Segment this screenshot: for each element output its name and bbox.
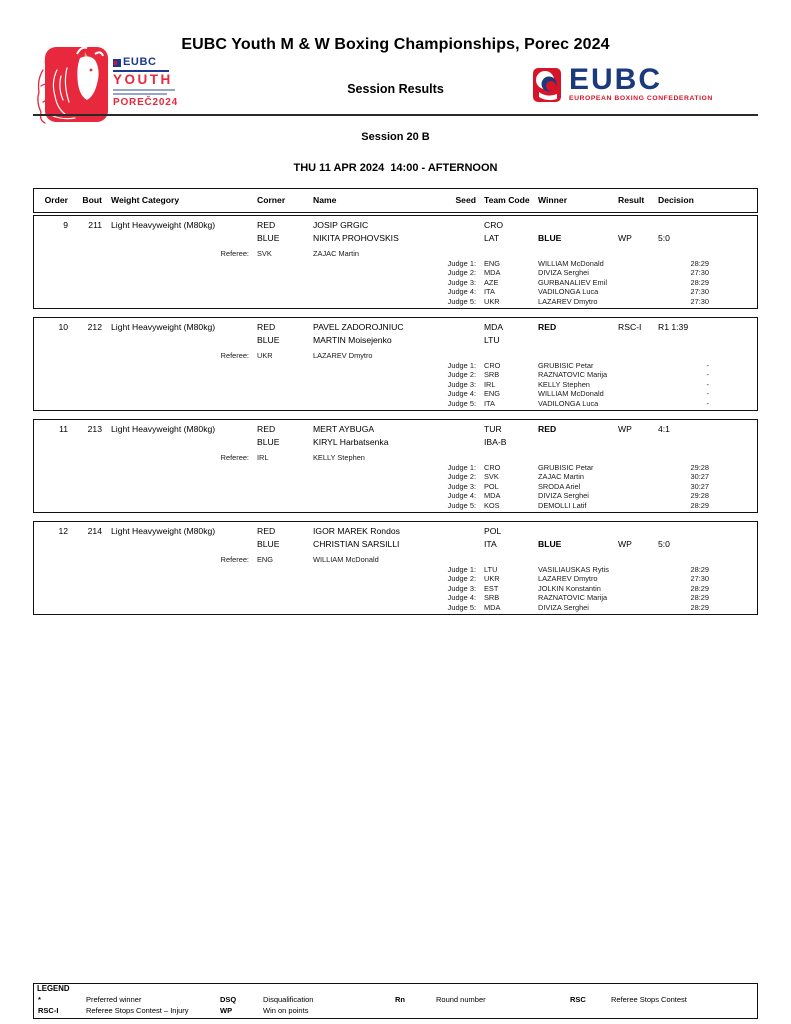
judge-country: KOS — [484, 500, 500, 510]
team-code-blue: IBA-B — [484, 436, 507, 447]
judge-country: SRB — [484, 593, 500, 603]
bout-block — [33, 419, 758, 513]
team-code-red: POL — [484, 526, 502, 536]
bout-order: 11 — [59, 424, 68, 434]
judge-country: ITA — [484, 398, 495, 408]
judge-score: 28:29 — [690, 593, 709, 603]
judge-name: ZAJAC Martin — [538, 472, 584, 482]
result-value: WP — [618, 424, 632, 434]
legend-term: Rn — [395, 995, 405, 1004]
result-value: WP — [618, 538, 632, 549]
result-value: RSC-I — [618, 322, 642, 332]
decision-value: R1 1:39 — [658, 322, 689, 332]
bout-number: 211 — [88, 220, 102, 230]
page-subtitle: Session Results — [347, 82, 444, 96]
judge-row — [34, 593, 757, 602]
col-header-seed: Seed — [455, 194, 476, 205]
legend-term: * — [38, 995, 41, 1004]
col-header-team: Team Code — [484, 194, 530, 205]
col-header-winner: Winner — [538, 194, 568, 205]
winner-value: BLUE — [538, 538, 562, 549]
eubc-glove-icon — [533, 66, 564, 104]
bout-order: 12 — [58, 526, 68, 536]
session-datetime: THU 11 APR 2024 14:00 - AFTERNOON — [293, 162, 498, 174]
judge-score: 30:27 — [690, 481, 709, 491]
team-code-red: MDA — [484, 322, 504, 332]
legend-term: RSC-I — [38, 1006, 59, 1015]
judge-name: GURBANALIEV Emil — [538, 277, 607, 287]
judge-country: MDA — [484, 268, 501, 278]
porec-2024-wordmark: POREČ2024 — [113, 96, 179, 108]
judge-row — [34, 565, 757, 574]
corner-label-blue: BLUE — [257, 436, 280, 447]
judge-label: Judge 5: — [447, 602, 476, 612]
judge-country: UKR — [484, 296, 500, 306]
corner-label-blue: BLUE — [257, 538, 280, 549]
eubc-mini-icon — [113, 59, 121, 67]
judge-label: Judge 1: — [447, 565, 476, 574]
boxer-row-red — [34, 321, 757, 334]
judge-row — [34, 501, 757, 510]
judge-row — [34, 603, 757, 612]
bout-number: 213 — [87, 424, 102, 434]
judge-name: DIVIZA Serghei — [538, 268, 589, 278]
judge-name: GRUBISIC Petar — [538, 361, 594, 370]
judge-row — [34, 278, 757, 287]
judge-country: AZE — [484, 277, 499, 287]
legend-term: WP — [220, 1006, 233, 1015]
judge-label: Judge 2: — [447, 370, 476, 380]
boxer-row-blue — [34, 334, 757, 347]
weight-category: Light Heavyweight (M80kg) — [111, 526, 216, 536]
eubc-mini-wordmark: EUBC — [123, 56, 157, 68]
judge-row — [34, 361, 757, 370]
judge-country: SRB — [484, 370, 500, 380]
boxer-name-red: MERT AYBUGA — [313, 424, 375, 434]
team-code-blue: LAT — [484, 232, 500, 243]
corner-label-blue: BLUE — [257, 232, 280, 243]
col-header-decision: Decision — [658, 194, 694, 205]
referee-name: LAZAREV Dmytro — [313, 351, 373, 360]
judge-country: MDA — [484, 602, 501, 612]
judge-label: Judge 4: — [447, 287, 476, 297]
results-table-header — [33, 188, 758, 213]
judge-country: UKR — [484, 574, 500, 584]
boxer-row-blue — [34, 436, 757, 449]
legend-definition: Referee Stops Contest – Injury — [86, 1006, 189, 1015]
judge-name: WILLIAM McDonald — [538, 259, 604, 268]
judge-label: Judge 5: — [447, 296, 476, 306]
judge-name: LAZAREV Dmytro — [538, 574, 598, 584]
judge-country: SVK — [484, 472, 499, 482]
bout-list — [33, 215, 758, 623]
judge-name: LAZAREV Dmytro — [538, 296, 598, 306]
judge-row — [34, 389, 757, 398]
decision-value: 5:0 — [658, 232, 670, 243]
weight-category: Light Heavyweight (M80kg) — [111, 220, 216, 230]
col-header-result: Result — [618, 194, 645, 205]
legend-definition: Win on points — [263, 1006, 309, 1015]
referee-name: KELLY Stephen — [313, 453, 365, 462]
referee-label: Referee: — [220, 249, 249, 258]
referee-row — [34, 453, 757, 463]
judge-name: VASILIAUSKAS Rytis — [538, 565, 609, 574]
col-header-order: Order — [44, 194, 68, 205]
judge-row — [34, 463, 757, 472]
col-header-corner: Corner — [257, 194, 286, 205]
legend-term: RSC — [570, 995, 586, 1004]
judge-row — [34, 370, 757, 379]
bout-block — [33, 317, 758, 411]
youth-wordmark: YOUTH — [113, 72, 173, 87]
judge-name: VADILONGA Luca — [538, 398, 599, 408]
judge-row — [34, 472, 757, 481]
page-title: EUBC Youth M & W Boxing Championships, Porec 2024 — [181, 36, 610, 53]
legend-definition: Round number — [436, 995, 486, 1004]
col-header-name: Name — [313, 194, 337, 205]
judge-score: 29:28 — [690, 491, 709, 501]
judge-score: 27:30 — [690, 574, 709, 584]
judge-country: LTU — [484, 565, 498, 574]
judge-row — [34, 287, 757, 296]
judge-score: 27:30 — [690, 296, 709, 306]
bout-order: 9 — [63, 220, 68, 230]
eubc-logo — [533, 63, 713, 104]
decision-value: 5:0 — [658, 538, 670, 549]
judge-name: SRODA Ariel — [538, 481, 581, 491]
judge-name: RAZNATOVIC Marija — [538, 593, 608, 603]
judge-label: Judge 1: — [447, 463, 476, 472]
referee-country: ENG — [257, 555, 274, 564]
referee-label: Referee: — [220, 453, 249, 462]
referee-row — [34, 249, 757, 259]
bout-number: 212 — [87, 322, 102, 332]
legend-term: DSQ — [220, 995, 237, 1004]
winner-value: RED — [538, 322, 557, 332]
referee-name: WILLIAM McDonald — [313, 555, 379, 564]
boxer-name-red: IGOR MAREK Rondos — [313, 526, 400, 536]
boxer-row-red — [34, 219, 757, 232]
bout-order: 10 — [58, 322, 68, 332]
judge-score: 28:29 — [690, 602, 709, 612]
judge-label: Judge 2: — [447, 574, 476, 584]
bout-number: 214 — [87, 526, 102, 536]
team-code-blue: LTU — [484, 334, 500, 345]
judge-name: WILLIAM McDonald — [538, 389, 604, 399]
judge-country: CRO — [484, 361, 501, 370]
judge-label: Judge 2: — [447, 472, 476, 482]
corner-label-red: RED — [257, 526, 276, 536]
judge-score: - — [706, 389, 709, 399]
corner-label-red: RED — [257, 220, 276, 230]
legend-title: LEGEND — [37, 984, 70, 993]
boxer-name-red: PAVEL ZADOROJNIUC — [313, 322, 404, 332]
judge-label: Judge 1: — [447, 361, 476, 370]
weight-category: Light Heavyweight (M80kg) — [111, 322, 216, 332]
judge-name: DEMOLLI Latif — [538, 500, 587, 510]
judge-label: Judge 3: — [447, 277, 476, 287]
weight-category: Light Heavyweight (M80kg) — [111, 424, 216, 434]
judge-country: ITA — [484, 287, 495, 297]
corner-label-red: RED — [257, 424, 276, 434]
team-code-red: CRO — [484, 220, 504, 230]
decision-value: 4:1 — [658, 424, 670, 434]
referee-name: ZAJAC Martin — [313, 249, 359, 258]
judge-country: POL — [484, 481, 499, 491]
boxer-name-blue: MARTIN Moisejenko — [313, 334, 392, 345]
judge-country: ENG — [484, 259, 501, 268]
referee-label: Referee: — [220, 351, 249, 360]
judge-row — [34, 399, 757, 408]
judge-score: 28:29 — [690, 259, 709, 268]
bout-block — [33, 215, 758, 309]
judge-label: Judge 2: — [447, 268, 476, 278]
result-value: WP — [618, 232, 632, 243]
team-code-blue: ITA — [484, 538, 497, 549]
judge-country: IRL — [484, 379, 496, 389]
referee-country: UKR — [257, 351, 273, 360]
judge-label: Judge 5: — [447, 398, 476, 408]
judge-score: 28:29 — [690, 500, 709, 510]
judge-row — [34, 268, 757, 277]
session-name: Session 20 B — [361, 131, 430, 143]
referee-country: SVK — [257, 249, 272, 258]
judge-score: 27:30 — [690, 268, 709, 278]
judge-label: Judge 3: — [447, 583, 476, 593]
judge-name: JOLKIN Konstantin — [538, 583, 601, 593]
judge-label: Judge 5: — [447, 500, 476, 510]
referee-country: IRL — [257, 453, 269, 462]
judge-score: 28:29 — [690, 583, 709, 593]
judge-name: KELLY Stephen — [538, 379, 590, 389]
judge-label: Judge 3: — [447, 379, 476, 389]
judge-score: 27:30 — [690, 287, 709, 297]
eubc-tagline: EUROPEAN BOXING CONFEDERATION — [569, 95, 713, 102]
judge-label: Judge 4: — [447, 389, 476, 399]
judge-row — [34, 584, 757, 593]
judge-name: RAZNATOVIC Marija — [538, 370, 608, 380]
bout-block — [33, 521, 758, 615]
col-header-weight: Weight Category — [111, 194, 180, 205]
judge-country: EST — [484, 583, 499, 593]
boxer-name-blue: KIRYL Harbatsenka — [313, 436, 389, 447]
judge-row — [34, 574, 757, 583]
boxer-name-blue: NIKITA PROHOVSKIS — [313, 232, 399, 243]
judge-name: DIVIZA Serghei — [538, 491, 589, 501]
judge-score: 29:28 — [690, 463, 709, 472]
judge-row — [34, 482, 757, 491]
judge-label: Judge 4: — [447, 593, 476, 603]
boxer-name-red: JOSIP GRGIC — [313, 220, 369, 230]
legend-row — [34, 994, 757, 1005]
judge-row — [34, 491, 757, 500]
judge-score: - — [706, 361, 709, 370]
col-header-bout: Bout — [82, 194, 102, 205]
legend-row — [34, 1005, 757, 1016]
judge-score: 28:29 — [690, 565, 709, 574]
judge-name: VADILONGA Luca — [538, 287, 599, 297]
judge-name: GRUBISIC Petar — [538, 463, 594, 472]
legend-definition: Preferred winner — [86, 995, 142, 1004]
judge-score: 30:27 — [690, 472, 709, 482]
judge-row — [34, 380, 757, 389]
judge-score: - — [706, 398, 709, 408]
winner-value: BLUE — [538, 232, 562, 243]
judge-label: Judge 1: — [447, 259, 476, 268]
header-divider — [33, 114, 758, 116]
corner-label-red: RED — [257, 322, 276, 332]
judge-score: 28:29 — [690, 277, 709, 287]
judge-score: - — [706, 370, 709, 380]
judge-country: MDA — [484, 491, 501, 501]
judge-row — [34, 297, 757, 306]
boxer-row-blue — [34, 538, 757, 551]
referee-row — [34, 555, 757, 565]
referee-label: Referee: — [220, 555, 249, 564]
judge-row — [34, 259, 757, 268]
judge-label: Judge 3: — [447, 481, 476, 491]
legend-box — [33, 983, 758, 1019]
judge-country: ENG — [484, 389, 501, 399]
boxer-name-blue: CHRISTIAN SARSILLI — [313, 538, 400, 549]
corner-label-blue: BLUE — [257, 334, 280, 345]
judge-name: DIVIZA Serghei — [538, 602, 589, 612]
winner-value: RED — [538, 424, 557, 434]
judge-score: - — [706, 379, 709, 389]
judge-country: CRO — [484, 463, 501, 472]
referee-row — [34, 351, 757, 361]
eubc-wordmark: EUBC — [569, 63, 663, 96]
judge-label: Judge 4: — [447, 491, 476, 501]
boxer-row-red — [34, 525, 757, 538]
legend-definition: Referee Stops Contest — [611, 995, 687, 1004]
team-code-red: TUR — [484, 424, 502, 434]
legend-definition: Disqualification — [263, 995, 314, 1004]
boxer-row-blue — [34, 232, 757, 245]
boxer-row-red — [34, 423, 757, 436]
